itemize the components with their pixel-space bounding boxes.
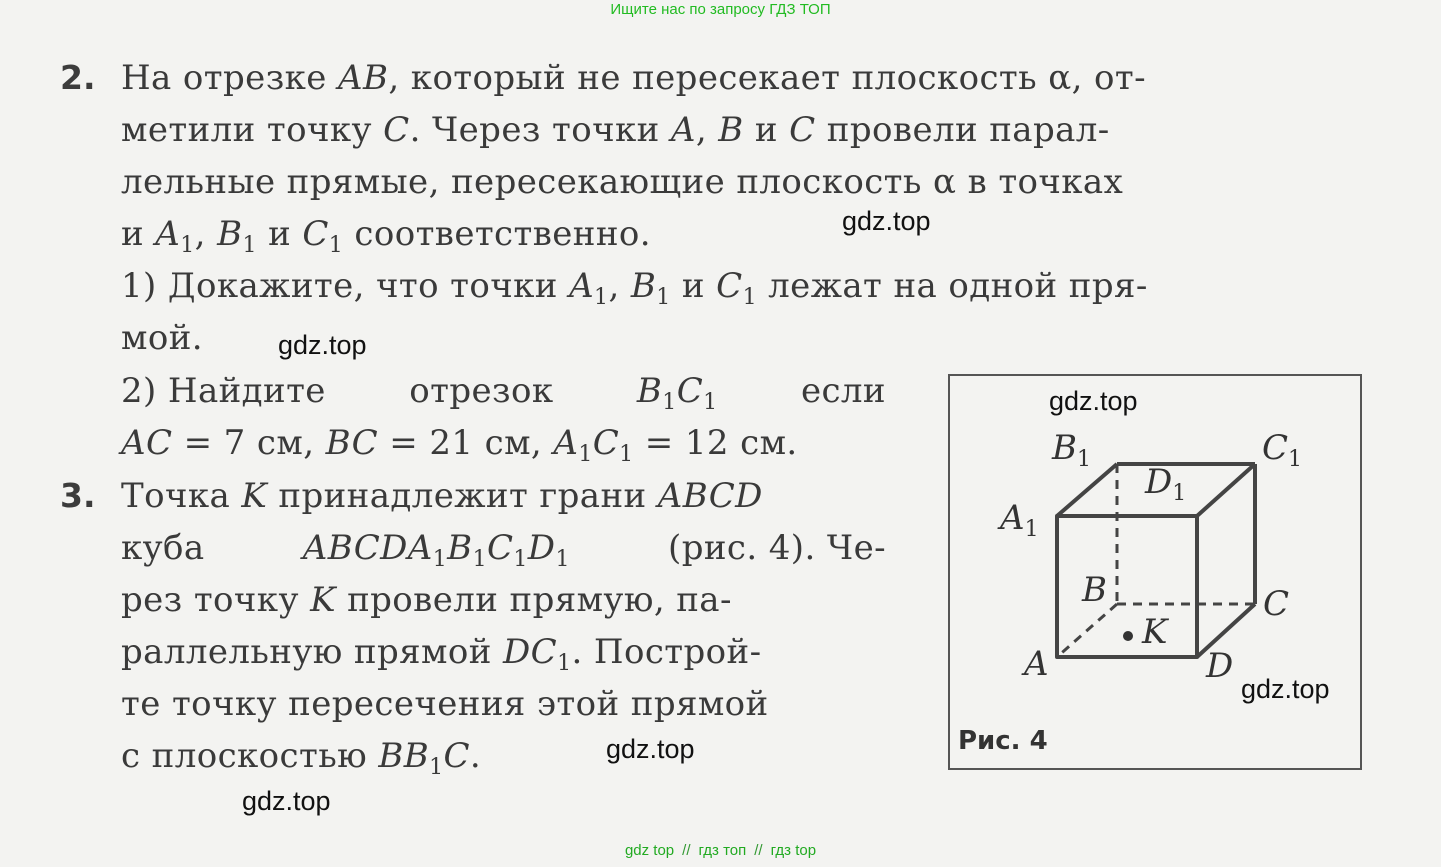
- watermark: gdz.top: [278, 330, 367, 360]
- watermark: gdz.top: [1049, 386, 1138, 416]
- problem-2-question-2-line-2: AC = 7 см, BC = 21 см, $A_1C_1 = 12$ см.: [121, 423, 798, 467]
- bottom-link-1[interactable]: gdz top: [624, 842, 675, 859]
- hidden-edge-b-a: [1057, 604, 1117, 657]
- top-banner[interactable]: Ищите нас по запросу ГДЗ ТОП: [610, 1, 831, 18]
- label-c1: $C_1$: [1262, 428, 1303, 472]
- problem-2-line-3: лельные прямые, пересекающие плоскость α в точках: [121, 162, 1124, 202]
- separator: //: [682, 842, 691, 859]
- watermark: gdz.top: [842, 206, 931, 236]
- problem-3-line-3: рез точку K провели прямую, па-: [121, 580, 732, 620]
- point-k: [1123, 631, 1133, 641]
- label-a: A: [1024, 644, 1049, 684]
- watermark: gdz.top: [1241, 674, 1330, 704]
- problem-3-line-1: Точка K принадлежит грани ABCD: [121, 476, 763, 516]
- problem-2-line-1: На отрезке AB, который не пересекает плоскость α, от-: [121, 58, 1146, 98]
- problem-3-line-5: те точку пересечения этой прямой: [121, 684, 769, 724]
- problem-2-question-1-line-1: 1) Докажите, что точки $A_1$, $B_1$ и $C_1$ лежат на одной пря-: [121, 266, 1148, 310]
- label-d1: $D_1$: [1145, 462, 1187, 506]
- bottom-link-2[interactable]: гдз топ: [698, 842, 747, 859]
- problem-2-line-4: и $A_1$, $B_1$ и $C_1$ соответственно.: [121, 214, 651, 258]
- label-k: K: [1142, 612, 1168, 652]
- problem-3-line-6: с плоскостью $BB_1C$.: [121, 736, 482, 780]
- watermark: gdz.top: [242, 786, 331, 816]
- problem-2-question-1-line-2: мой.: [121, 318, 203, 358]
- problem-2-line-2: метили точку C. Через точки A, B и C провели парал-: [121, 110, 1110, 150]
- label-a1: $A_1$: [1000, 498, 1039, 542]
- problem-2-question-2-line-1: 2) Найдите отрезок $B_1C_1$ если: [121, 371, 886, 415]
- label-b: B: [1082, 570, 1107, 610]
- problem-3-number: 3.: [60, 476, 96, 515]
- label-b1: $B_1$: [1052, 428, 1091, 472]
- separator: //: [754, 842, 763, 859]
- label-c: C: [1263, 584, 1290, 624]
- bottom-link-3[interactable]: гдз top: [770, 842, 817, 859]
- figure-caption: Рис. 4: [958, 726, 1048, 756]
- problem-2-number: 2.: [60, 58, 96, 97]
- bottom-banner: [0, 842, 1441, 859]
- edge-d1-c1: [1197, 464, 1255, 516]
- label-d: D: [1206, 646, 1234, 686]
- problem-3-line-2: куба $ABCDA_1B_1C_1D_1$ (рис. 4). Че-: [121, 528, 886, 572]
- problem-3-line-4: раллельную прямой $DC_1$. Построй-: [121, 632, 762, 676]
- watermark: gdz.top: [606, 734, 695, 764]
